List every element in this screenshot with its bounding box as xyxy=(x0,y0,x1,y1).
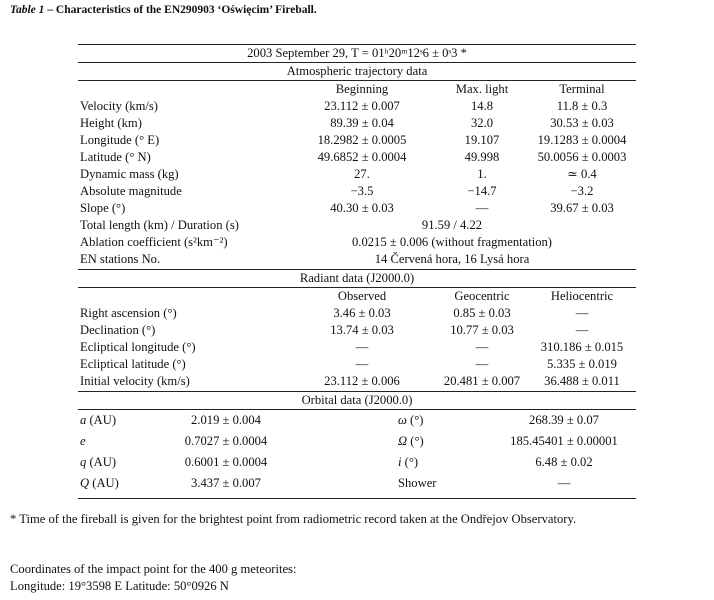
table-cell: — xyxy=(355,357,369,371)
table-bottom-rule xyxy=(78,498,636,499)
orbital-symbol: e xyxy=(80,434,86,448)
table-cell: 14.8 xyxy=(470,99,494,113)
orbital-label: q (AU) xyxy=(80,455,117,469)
row-label: Velocity (km/s) xyxy=(80,99,158,113)
table-cell: 36.488 ± 0.011 xyxy=(544,374,620,388)
table-cell: 27. xyxy=(354,167,370,181)
table-cell: 30.53 ± 0.03 xyxy=(550,116,614,130)
table-cell: — xyxy=(475,357,489,371)
table-cell: 185.45401 ± 0.00001 xyxy=(510,434,618,448)
table-cell: 32.0 xyxy=(470,116,494,130)
row-label: Dynamic mass (kg) xyxy=(80,167,179,181)
column-header: Max. light xyxy=(455,82,509,96)
orbital-label: Q (AU) xyxy=(80,476,119,490)
table-cell: — xyxy=(475,201,489,215)
table-cell: 2.019 ± 0.004 xyxy=(191,413,261,427)
table-cell: 49.998 xyxy=(464,150,500,164)
orbital-symbol: q xyxy=(80,455,87,469)
table-caption-label: Table 1 xyxy=(10,4,45,16)
table-cell: 10.77 ± 0.03 xyxy=(450,323,514,337)
row-label: Ecliptical longitude (°) xyxy=(80,340,196,354)
table-cell: 13.74 ± 0.03 xyxy=(330,323,394,337)
rule xyxy=(78,409,636,410)
table-cell: 0.6001 ± 0.0004 xyxy=(184,455,268,469)
table-cell: 0.85 ± 0.03 xyxy=(453,306,511,320)
table-cell: 40.30 ± 0.03 xyxy=(330,201,394,215)
orbital-label: i (°) xyxy=(398,455,419,469)
row-label: Right ascension (°) xyxy=(80,306,177,320)
table-cell: 6.48 ± 0.02 xyxy=(535,455,593,469)
orbital-symbol: a xyxy=(80,413,87,427)
table-cell: 0.0215 ± 0.006 (without fragmentation) xyxy=(352,235,552,249)
table-cell: −14.7 xyxy=(467,184,497,198)
table-caption-text: – Characteristics of the EN290903 ‘Oświęcim’ Fireball. xyxy=(44,4,317,16)
table-caption xyxy=(10,4,317,16)
table-cell: 39.67 ± 0.03 xyxy=(550,201,614,215)
footnote: * Time of the fireball is given for the brightest point from radiometric record taken at the Ondřejov Observatory. xyxy=(10,512,577,526)
table-cell: 5.335 ± 0.019 xyxy=(547,357,617,371)
table-cell: −3.2 xyxy=(570,184,594,198)
orbital-label: a (AU) xyxy=(80,413,117,427)
table-cell: 3.437 ± 0.007 xyxy=(191,476,261,490)
table-cell: — xyxy=(355,340,369,354)
table-cell: — xyxy=(475,340,489,354)
table-cell: 49.6852 ± 0.0004 xyxy=(317,150,407,164)
orbital-symbol: i xyxy=(398,455,402,469)
table-cell: 19.107 xyxy=(464,133,500,147)
section-title-trajectory: Atmospheric trajectory data xyxy=(286,64,428,78)
orbital-symbol: Q xyxy=(80,476,90,490)
orbital-symbol: ω xyxy=(398,413,407,427)
table-cell: 11.8 ± 0.3 xyxy=(556,99,608,113)
impact-coordinates-line1: Coordinates of the impact point for the 400 g meteorites: xyxy=(10,562,297,576)
row-label: Ablation coefficient (s²km⁻²) xyxy=(80,235,228,249)
impact-coordinates-line2: Longitude: 19°3598 E Latitude: 50°0926 N xyxy=(10,579,229,593)
row-label: Latitude (° N) xyxy=(80,150,151,164)
row-label: Initial velocity (km/s) xyxy=(80,374,190,388)
table-cell: 0.7027 ± 0.0004 xyxy=(184,434,268,448)
orbital-label: ω (°) xyxy=(398,413,424,427)
column-header: Heliocentric xyxy=(550,289,614,303)
row-label: EN stations No. xyxy=(80,252,161,266)
orbital-label xyxy=(80,433,86,449)
orbital-label: Ω (°) xyxy=(398,434,424,448)
table-cell: — xyxy=(557,476,571,490)
column-header: Beginning xyxy=(335,82,389,96)
section-title-radiant: Radiant data (J2000.0) xyxy=(299,271,415,285)
date-row: 2003 September 29, T = 01ʰ20ᵐ12ˢ6 ± 0ˢ3 * xyxy=(247,46,467,60)
table-cell: 23.112 ± 0.006 xyxy=(324,374,400,388)
orbital-label: Shower xyxy=(398,476,437,490)
table-cell: 91.59 / 4.22 xyxy=(421,218,483,232)
table-cell: 19.1283 ± 0.0004 xyxy=(537,133,627,147)
table-cell: 1. xyxy=(477,167,487,181)
column-header: Geocentric xyxy=(454,289,510,303)
table-cell: 23.112 ± 0.007 xyxy=(324,99,400,113)
impact-coordinates xyxy=(10,561,296,595)
row-label: Absolute magnitude xyxy=(80,184,182,198)
row-label: Total length (km) / Duration (s) xyxy=(80,218,239,232)
table-cell: 14 Červená hora, 16 Lysá hora xyxy=(374,252,530,266)
table-cell: ≃ 0.4 xyxy=(567,167,597,181)
row-label: Slope (°) xyxy=(80,201,126,215)
table-cell: 3.46 ± 0.03 xyxy=(333,306,391,320)
table-cell: 50.0056 ± 0.0003 xyxy=(537,150,627,164)
table-cell: 310.186 ± 0.015 xyxy=(540,340,624,354)
table-cell: 18.2982 ± 0.0005 xyxy=(317,133,407,147)
table-cell: — xyxy=(575,306,589,320)
row-label: Declination (°) xyxy=(80,323,156,337)
column-header: Terminal xyxy=(559,82,605,96)
table-cell: 89.39 ± 0.04 xyxy=(330,116,394,130)
row-label: Ecliptical latitude (°) xyxy=(80,357,186,371)
row-label: Height (km) xyxy=(80,116,142,130)
orbital-symbol: Ω xyxy=(398,434,408,448)
table-cell: 20.481 ± 0.007 xyxy=(443,374,521,388)
section-title-orbital: Orbital data (J2000.0) xyxy=(301,393,413,407)
column-header: Observed xyxy=(337,289,387,303)
table-cell: — xyxy=(575,323,589,337)
table-cell: 268.39 ± 0.07 xyxy=(529,413,599,427)
table-cell: −3.5 xyxy=(350,184,374,198)
row-label: Longitude (° E) xyxy=(80,133,160,147)
